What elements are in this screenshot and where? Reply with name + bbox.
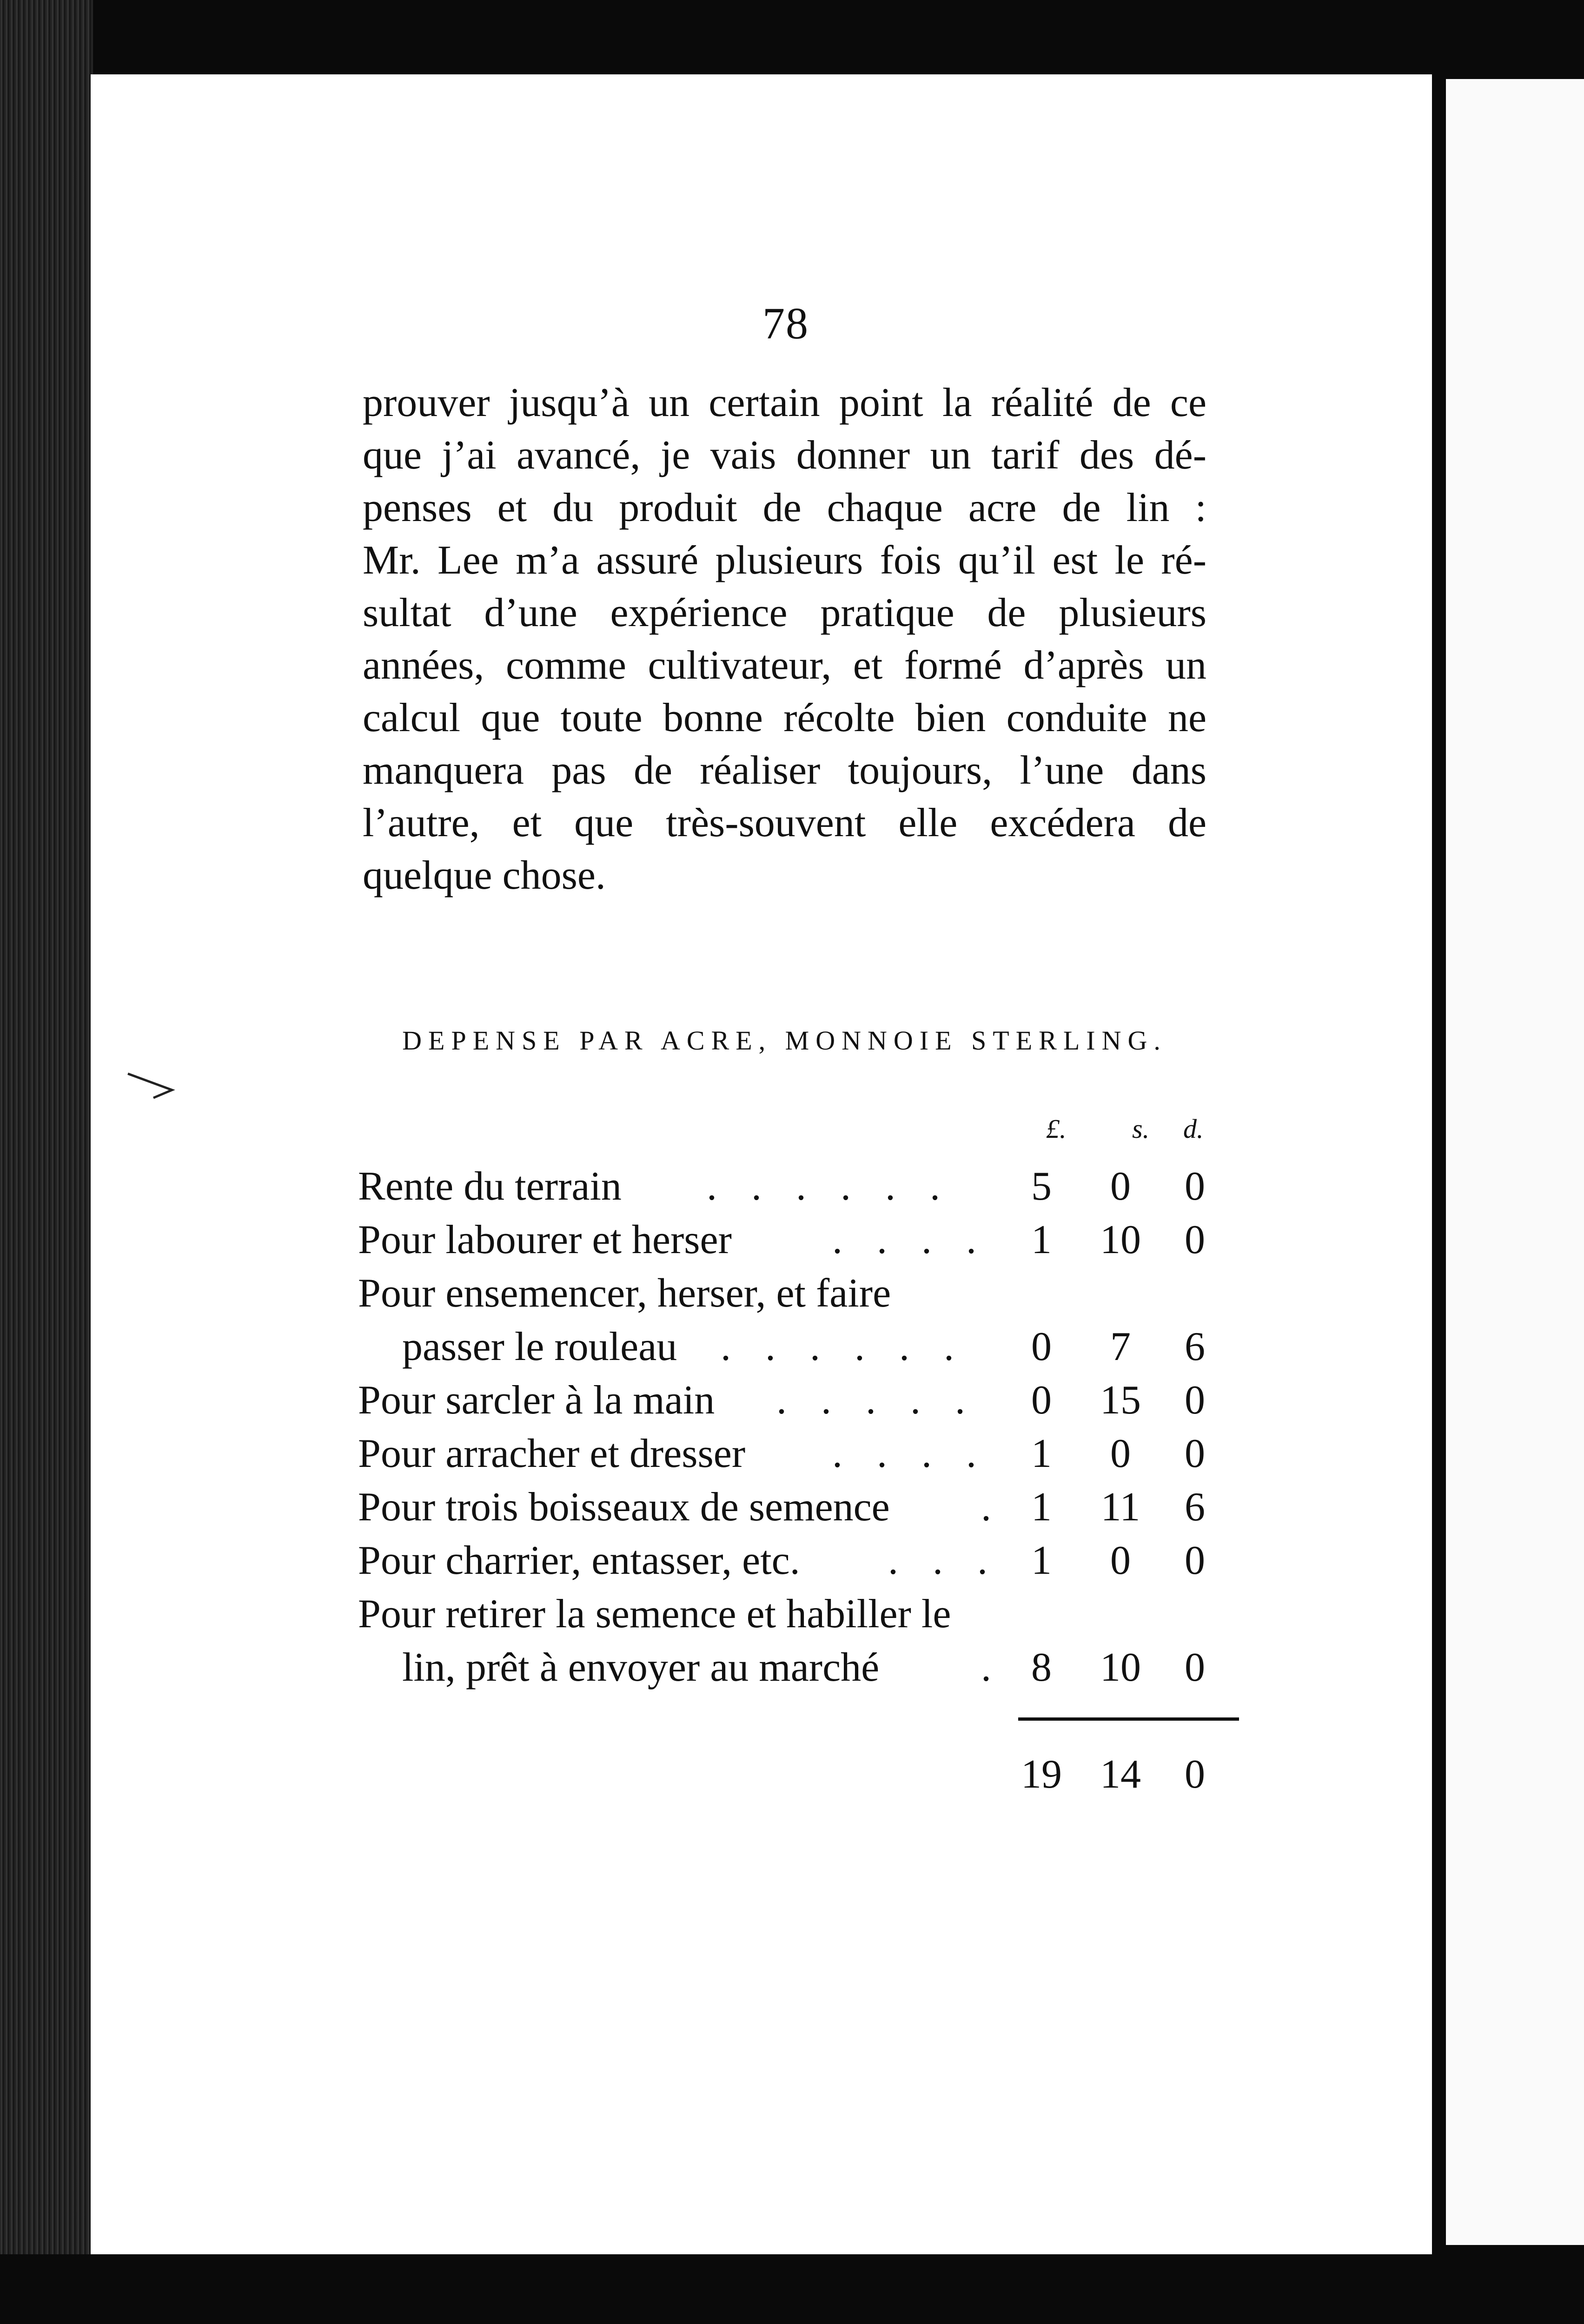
paragraph-line: prouver jusqu’à un certain point la réalité de ce — [363, 380, 1206, 425]
cell-shillings: 0 — [1110, 1431, 1131, 1476]
cell-shillings: 0 — [1110, 1164, 1131, 1209]
cell-pence: 0 — [1185, 1645, 1205, 1690]
facing-page-edge — [1446, 79, 1584, 2245]
cell-pence: 6 — [1185, 1324, 1205, 1369]
unit-shillings: s. — [1132, 1114, 1150, 1144]
leader-dots: . . . . . . — [721, 1324, 966, 1369]
cell-shillings: 7 — [1110, 1324, 1131, 1369]
leader-dots: . . . . . — [776, 1378, 977, 1423]
cell-pounds: 8 — [1031, 1645, 1052, 1690]
row-label: Rente du terrain — [358, 1164, 622, 1209]
row-label: Pour trois boisseaux de semence — [358, 1485, 890, 1530]
cell-pence: 0 — [1185, 1378, 1205, 1423]
pencil-mark-icon — [126, 1069, 177, 1102]
cell-shillings: 0 — [1110, 1538, 1131, 1583]
row-label: Pour labourer et herser — [358, 1217, 732, 1262]
row-label: Pour arracher et dresser — [358, 1431, 746, 1476]
leader-dots: . — [981, 1485, 1003, 1530]
total-pence: 0 — [1185, 1752, 1205, 1797]
row-label: Pour sarcler à la main — [358, 1378, 715, 1423]
leader-dots: . . . — [888, 1538, 1000, 1583]
paragraph-line: que j’ai avancé, je vais donner un tarif des dé- — [363, 433, 1206, 478]
cell-pounds: 1 — [1031, 1431, 1052, 1476]
scan-edge-left — [0, 0, 93, 2324]
unit-pounds: £. — [1046, 1114, 1067, 1144]
cell-pounds: 5 — [1031, 1164, 1052, 1209]
cell-pounds: 1 — [1031, 1485, 1052, 1530]
cell-pence: 0 — [1185, 1431, 1205, 1476]
total-pounds: 19 — [1021, 1752, 1062, 1797]
cell-pounds: 0 — [1031, 1378, 1052, 1423]
page-gutter-shadow — [1432, 79, 1446, 2245]
row-label: Pour ensemencer, herser, et faire — [358, 1271, 891, 1316]
paragraph-line: manquera pas de réaliser toujours, l’une dans — [363, 748, 1206, 793]
leader-dots: . . . . — [832, 1431, 988, 1476]
paragraph-line: Mr. Lee m’a assuré plusieurs fois qu’il est le ré- — [363, 538, 1206, 583]
paragraph-line: calcul que toute bonne récolte bien conduite ne — [363, 695, 1206, 740]
table-heading: DEPENSE PAR ACRE, MONNOIE STERLING. — [402, 1025, 1167, 1056]
paragraph-line: penses et du produit de chaque acre de lin : — [363, 485, 1206, 530]
leader-dots: . . . . . . — [707, 1164, 952, 1209]
page-number: 78 — [762, 298, 809, 348]
row-label: lin, prêt à envoyer au marché — [402, 1645, 880, 1690]
cell-pounds: 0 — [1031, 1324, 1052, 1369]
cell-pence: 0 — [1185, 1164, 1205, 1209]
leader-dots: . — [981, 1645, 1003, 1690]
currency-units-header — [1018, 1113, 1213, 1146]
cell-pence: 0 — [1185, 1538, 1205, 1583]
cell-shillings: 10 — [1100, 1645, 1141, 1690]
unit-pence: d. — [1183, 1114, 1204, 1144]
paragraph-line: l’autre, et que très-souvent elle excédera de — [363, 800, 1206, 845]
paragraph-line: quelque chose. — [363, 853, 606, 898]
cell-shillings: 15 — [1100, 1378, 1141, 1423]
scan-edge-bottom — [0, 2254, 1584, 2324]
paragraph-line: années, comme cultivateur, et formé d’après un — [363, 643, 1206, 688]
paragraph-line: sultat d’une expérience pratique de plusieurs — [363, 590, 1206, 635]
row-label: passer le rouleau — [402, 1324, 677, 1369]
cell-pence: 6 — [1185, 1485, 1205, 1530]
body-paragraph — [363, 376, 1206, 902]
row-label: Pour charrier, entasser, etc. — [358, 1538, 800, 1583]
cell-pounds: 1 — [1031, 1538, 1052, 1583]
cell-shillings: 11 — [1100, 1485, 1140, 1530]
cell-pounds: 1 — [1031, 1217, 1052, 1262]
row-label: Pour retirer la semence et habiller le — [358, 1591, 951, 1637]
cell-shillings: 10 — [1100, 1217, 1141, 1262]
total-shillings: 14 — [1100, 1752, 1141, 1797]
leader-dots: . . . . — [832, 1217, 988, 1262]
cell-pence: 0 — [1185, 1217, 1205, 1262]
